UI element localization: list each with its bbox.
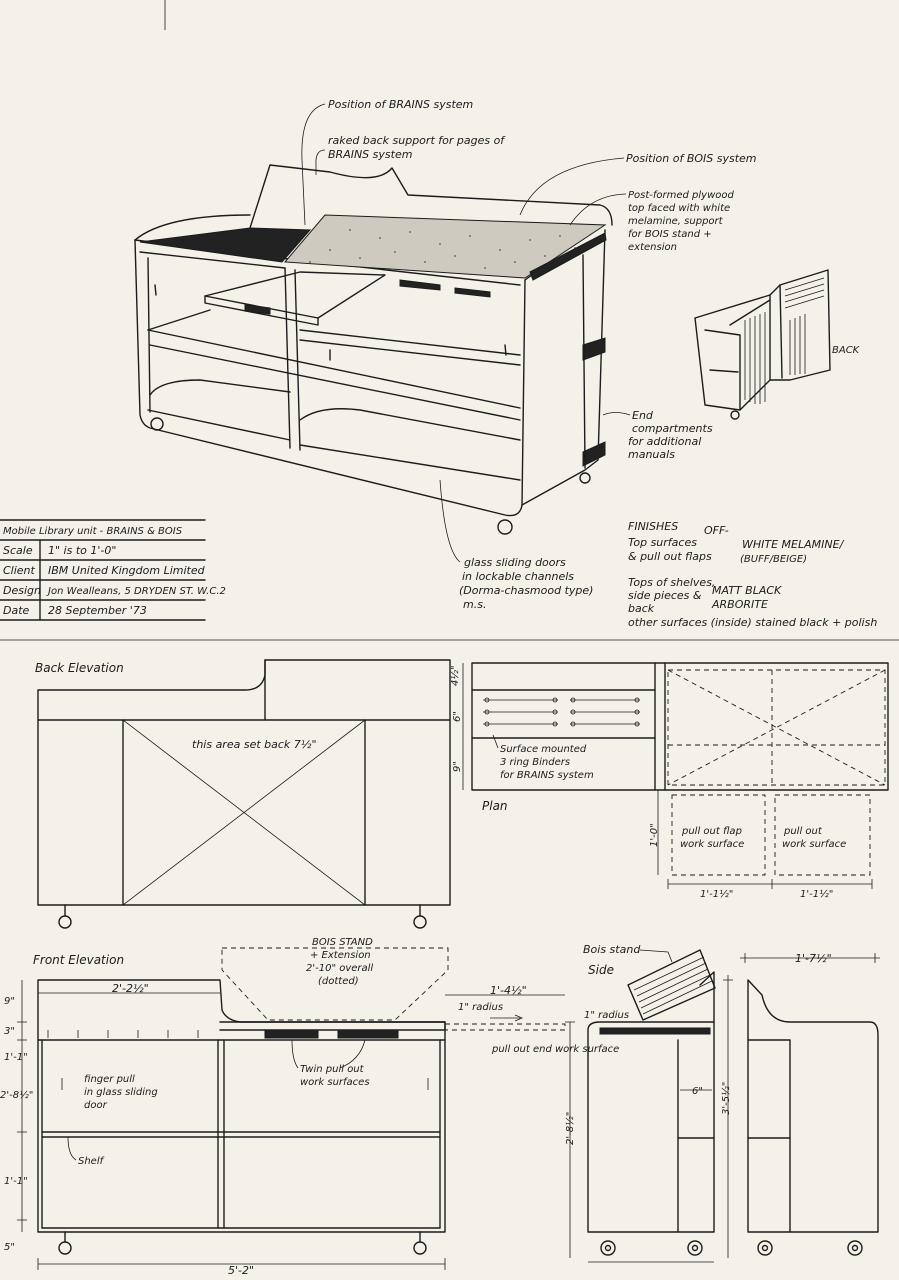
v-11b: 1'-1" <box>4 1176 28 1187</box>
label-end-4: manuals <box>628 448 675 461</box>
side-dim-w: 1'-7½" <box>795 952 832 965</box>
plan-dim-4half: 4½" <box>450 665 461 686</box>
plan-dim-9: 9" <box>452 761 463 772</box>
dim-top: 2'-2½" <box>112 982 149 995</box>
client-value: IBM United Kingdom Limited <box>48 564 205 577</box>
label-postformed-3: melamine, support <box>628 216 723 227</box>
finishes-heading: FINISHES <box>628 520 679 533</box>
v-28: 2'-8½" <box>0 1090 34 1101</box>
scale-label: Scale <box>3 544 33 557</box>
label-postformed-1: Post-formed plywood <box>628 190 734 201</box>
finishes-line2b: (BUFF/BEIGE) <box>740 554 808 565</box>
bois-2: + Extension <box>310 950 371 961</box>
label-glass-1: glass sliding doors <box>464 556 566 569</box>
twin-2: work surfaces <box>300 1077 370 1088</box>
dim-bottom: 5'-2" <box>228 1264 255 1277</box>
v-5: 5" <box>4 1242 15 1253</box>
v-9: 9" <box>4 996 15 1007</box>
side-radius: 1" radius <box>584 1010 630 1021</box>
scale-value: 1" is to 1'-0" <box>48 544 117 557</box>
front-radius: 1" radius <box>458 1002 504 1013</box>
finishes-line3: Tops of shelves, <box>628 576 716 589</box>
finishes-line1c: WHITE MELAMINE/ <box>742 538 844 551</box>
label-bois-position: Position of BOIS system <box>626 152 757 165</box>
perspective-labels <box>302 98 757 611</box>
perspective-view <box>135 165 612 534</box>
label-raked-2: BRAINS system <box>328 148 413 161</box>
finishes-line5b: ARBORITE <box>712 598 768 611</box>
label-postformed-5: extension <box>628 242 677 253</box>
label-end-2: compartments <box>632 422 713 435</box>
side-dim-h: 2'-8½" <box>565 1111 576 1145</box>
shelf-label: Shelf <box>78 1156 104 1167</box>
plan-dim-1ft: 1'-0" <box>649 823 660 847</box>
finger-1: finger pull <box>84 1074 135 1085</box>
date-value: 28 September '73 <box>48 604 147 617</box>
binder-3: for BRAINS system <box>500 770 594 781</box>
side-dim-h2: 3'-5½" <box>721 1081 732 1115</box>
binder-1: Surface mounted <box>500 744 587 755</box>
label-back: BACK <box>832 345 860 356</box>
client-label: Client <box>3 564 35 577</box>
v-11a: 1'-1" <box>4 1052 28 1063</box>
label-glass-3: (Dorma-chasmood type) <box>459 584 594 597</box>
side-view <box>564 943 880 1262</box>
pullout-end: pull out end work surface <box>492 1044 620 1055</box>
label-glass-4: m.s. <box>463 598 487 611</box>
title-project: Mobile Library unit - BRAINS & BOIS <box>3 526 183 537</box>
label-end-1: End <box>632 409 653 422</box>
pullout-1: pull out <box>784 826 822 837</box>
plan-view <box>449 663 888 900</box>
back-elevation <box>35 660 450 928</box>
title-block <box>0 520 226 620</box>
bois-stand-label: Bois stand <box>583 943 641 956</box>
binder-2: 3 ring Binders <box>500 757 571 768</box>
flap-2: work surface <box>680 839 745 850</box>
bois-3: 2'-10" overall <box>306 963 374 974</box>
back-view-sketch <box>695 270 861 419</box>
setback-note: this area set back 7½" <box>192 738 317 751</box>
finishes-line6: other surfaces (inside) stained black + polish <box>628 616 878 629</box>
label-glass-2: in lockable channels <box>462 570 575 583</box>
front-elevation-title: Front Elevation <box>33 953 125 967</box>
label-end-3: for additional <box>628 435 702 448</box>
bois-4: (dotted) <box>318 976 359 987</box>
plan-dim-w2: 1'-1½" <box>800 889 834 900</box>
label-brains-position: Position of BRAINS system <box>328 98 474 111</box>
v-3: 3" <box>4 1026 15 1037</box>
finishes-line1b: OFF- <box>704 524 729 537</box>
twin-1: Twin pull out <box>300 1064 364 1075</box>
finishes-notes <box>628 520 877 629</box>
finger-2: in glass sliding <box>84 1087 158 1098</box>
finishes-line4a: side pieces & <box>628 589 702 602</box>
back-elevation-title: Back Elevation <box>35 661 124 675</box>
pullout-2: work surface <box>782 839 847 850</box>
bois-1: BOIS STAND <box>312 937 373 948</box>
label-postformed-4: for BOIS stand + <box>628 229 712 240</box>
dim-right: 1'-4½" <box>490 984 527 997</box>
label-postformed-2: top faced with white <box>628 203 731 214</box>
plan-dim-w1: 1'-1½" <box>700 889 734 900</box>
finishes-line1a: Top surfaces <box>628 536 697 549</box>
design-label: Design <box>3 584 41 597</box>
date-label: Date <box>3 604 30 617</box>
finishes-line4b: MATT BLACK <box>712 584 782 597</box>
finishes-line2a: & pull out flaps <box>628 550 712 563</box>
side-title: Side <box>588 963 614 977</box>
plan-dim-6: 6" <box>452 711 463 722</box>
design-value: Jon Wealleans, 5 DRYDEN ST. W.C.2 <box>48 586 226 597</box>
side-dim-6: 6" <box>692 1086 703 1097</box>
finger-3: door <box>84 1100 107 1111</box>
label-raked-1: raked back support for pages of <box>328 134 505 147</box>
finishes-line5a: back <box>628 602 655 615</box>
plan-title: Plan <box>482 799 508 813</box>
front-elevation <box>0 937 619 1277</box>
flap-1: pull out flap <box>682 826 742 837</box>
